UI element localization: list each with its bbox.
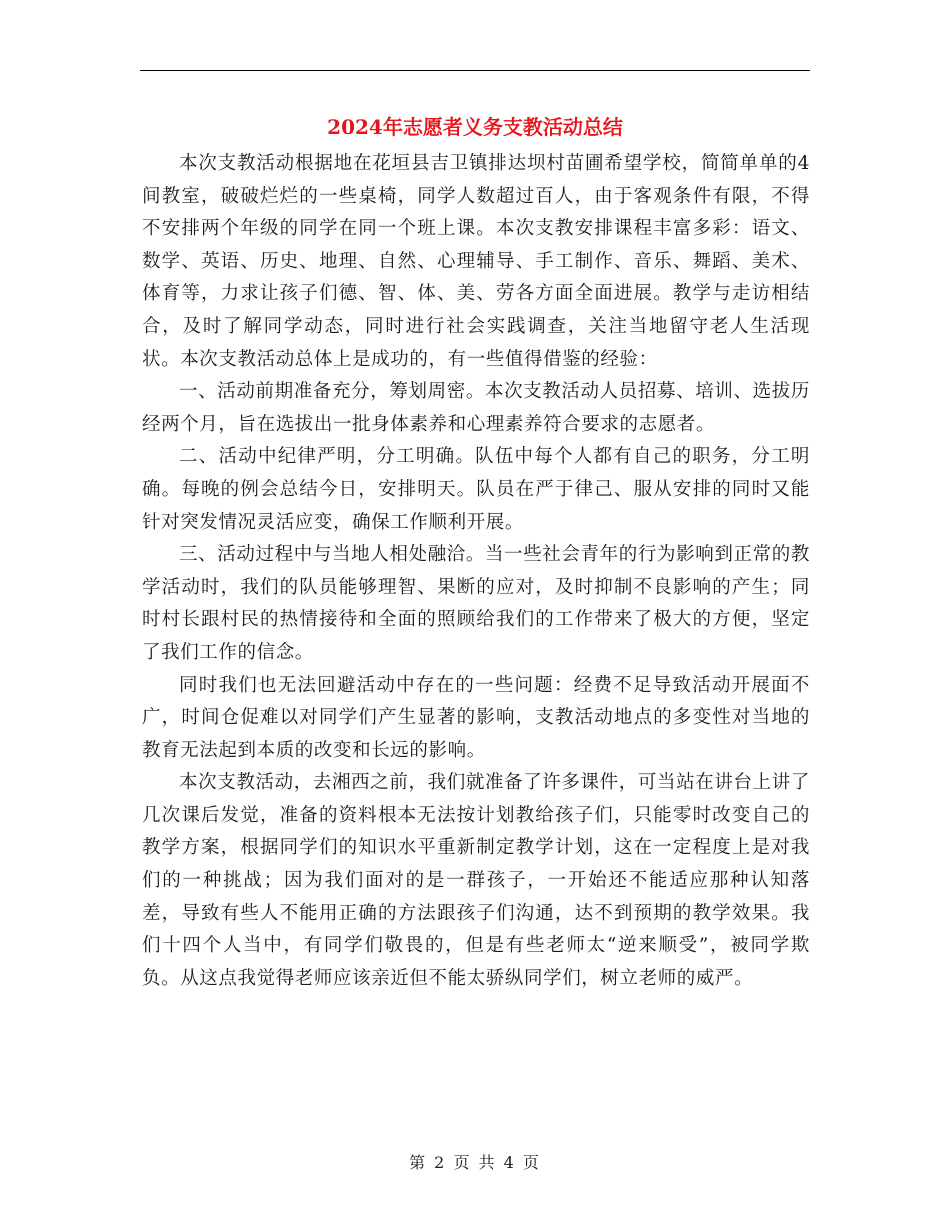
document-title: 2024年志愿者义务支教活动总结 [327,115,623,139]
paragraph-point-1: 一、活动前期准备充分，筹划周密。本次支教活动人员招募、培训、选拔历经两个月，旨在选拔出一批身体素养和心理素养符合要求的志愿者。 [142,381,810,435]
header-rule [140,70,810,71]
paragraph-intro: 本次支教活动根据地在花垣县吉卫镇排达坝村苗圃希望学校，简简单单的4间教室，破破烂烂的一些桌椅，同学人数超过百人，由于客观条件有限，不得不安排两个年级的同学在同一个班上课。本次支教安排课程丰富多彩：语文、数学、英语、历史、地理、自然、心理辅导、手工制作、音乐、舞蹈、美术、体育等，力求让孩子们德、智、体、美、劳各方面全面进展。教学与走访相结合，及时了解同学动态，同时进行社会实践调查，关注当地留守老人生活现状。本次支教活动总体上是成功的，有一些值得借鉴的经验： [142,153,810,370]
paragraph-problems: 同时我们也无法回避活动中存在的一些问题：经费不足导致活动开展面不广，时间仓促难以对同学们产生显著的影响，支教活动地点的多变性对当地的教育无法起到本质的改变和长远的影响。 [142,674,810,761]
page-number-footer: 第 2 页 共 4 页 [409,1153,541,1172]
paragraph-point-2: 二、活动中纪律严明，分工明确。队伍中每个人都有自己的职务，分工明确。每晚的例会总结今日，安排明天。队员在严于律己、服从安排的同时又能针对突发情况灵活应变，确保工作顺利开展。 [142,446,810,533]
paragraph-point-3: 三、活动过程中与当地人相处融洽。当一些社会青年的行为影响到正常的教学活动时，我们的队员能够理智、果断的应对，及时抑制不良影响的产生；同时村长跟村民的热情接待和全面的照顾给我们的工作带来了极大的方便，坚定了我们工作的信念。 [142,544,810,663]
paragraph-reflection: 本次支教活动，去湘西之前，我们就准备了许多课件，可当站在讲台上讲了几次课后发觉，准备的资料根本无法按计划教给孩子们，只能零时改变自己的教学方案，根据同学们的知识水平重新制定教学计划，这在一定程度上是对我们的一种挑战；因为我们面对的是一群孩子，一开始还不能适应那种认知落差，导致有些人不能用正确的方法跟孩子们沟通，达不到预期的教学效果。我们十四个人当中，有同学们敬畏的，但是有些老师太“逆来顺受”，被同学欺负。从这点我觉得老师应该亲近但不能太骄纵同学们，树立老师的威严。 [142,772,810,989]
document-body [142,148,810,995]
